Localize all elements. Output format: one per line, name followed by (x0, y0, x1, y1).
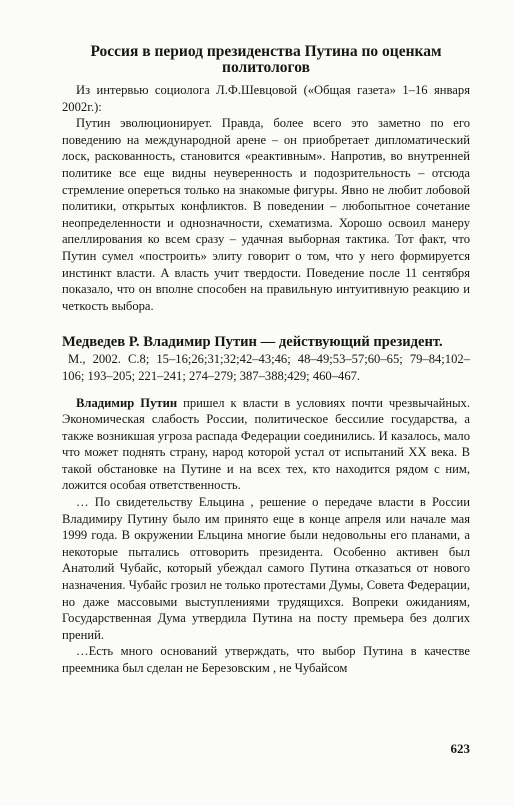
book-pages-reference: М., 2002. С.8; 15–16;26;31;32;42–43;46; 48–49;53–57;60–65; 79–84;102–106; 193–205; 221–241; 274–279; 387–388;429; 460–467. (62, 352, 470, 383)
interview-text: Путин эволюционирует. Правда, более всего это заметно по его поведению на международной арене – он приобретает дипломатический лоск, раскованность, становится «реактивным». Напротив, во внутренней политике все еще видны неуверенность и подозрительность – отсюда стремление опереться только на знакомые фигуры. Явно не любит лобовой политики, открытых конфликтов. В поведении – любопытное сочетание неопределенности и однозначности, схематизма. Хорошо освоил манеру апеллирования ко всем сразу – удачная выборная тактика. Тот факт, что Путин сумел «построить» элиту говорит о том, что у него формируется инстинкт власти. А власть учит твердости. Поведение после 11 сентября показало, что он вполне способен на правильную интуитивную реакцию и четкость выбора. (62, 116, 470, 313)
book-heading: Медведев Р. Владимир Путин — действующий президент. (62, 334, 443, 351)
section-gap (62, 314, 470, 334)
source-intro: Из интервью социолога Л.Ф.Шевцовой («Общая газета» 1–16 января 2002г.): (62, 83, 470, 114)
article-title: Россия в период президенства Путина по оценкам политологов (90, 43, 442, 76)
page-content (62, 44, 470, 677)
section-gap (62, 385, 470, 395)
book-paragraph-2: … По свидетельству Ельцина , решение о передаче власти в России Владимиру Путину было им принято еще в конце апреля или начале мая 1999 года. В окружении Ельцина многие были недовольны его планами, а некоторые пытались отговорить президента. Особенно активен был Анатолий Чубайс, который убеждал самого Путина отказаться от нового назначения. Чубайс грозил не только протестами Думы, Совета Федерации, но даже массовыми выступлениями трудящихся. Вопреки ожиданиям, Государственная Дума утвердила Путина на посту премьера без долгих прений. (62, 495, 470, 642)
book-paragraph-1 (62, 395, 470, 495)
book-paragraph-3: …Есть много оснований утверждать, что выбор Путина в качестве преемника был сделан не Березовским , не Чубайсом (62, 644, 470, 675)
paragraph-lead-name: Владимир Путин (76, 395, 178, 410)
paragraph-1-text: пришел к власти в условиях почти чрезвычайных. Экономическая слабость России, политическое бессилие государства, а также возникшая угроза распада Федерации соединились. И казалось, мало что может поднять страну, народ которой устал от испытаний XX века. В такой обстановке на Путине и на всех тех, кто находится рядом с ним, ложится особая ответственность. (62, 395, 470, 493)
page-number: 623 (450, 741, 470, 756)
